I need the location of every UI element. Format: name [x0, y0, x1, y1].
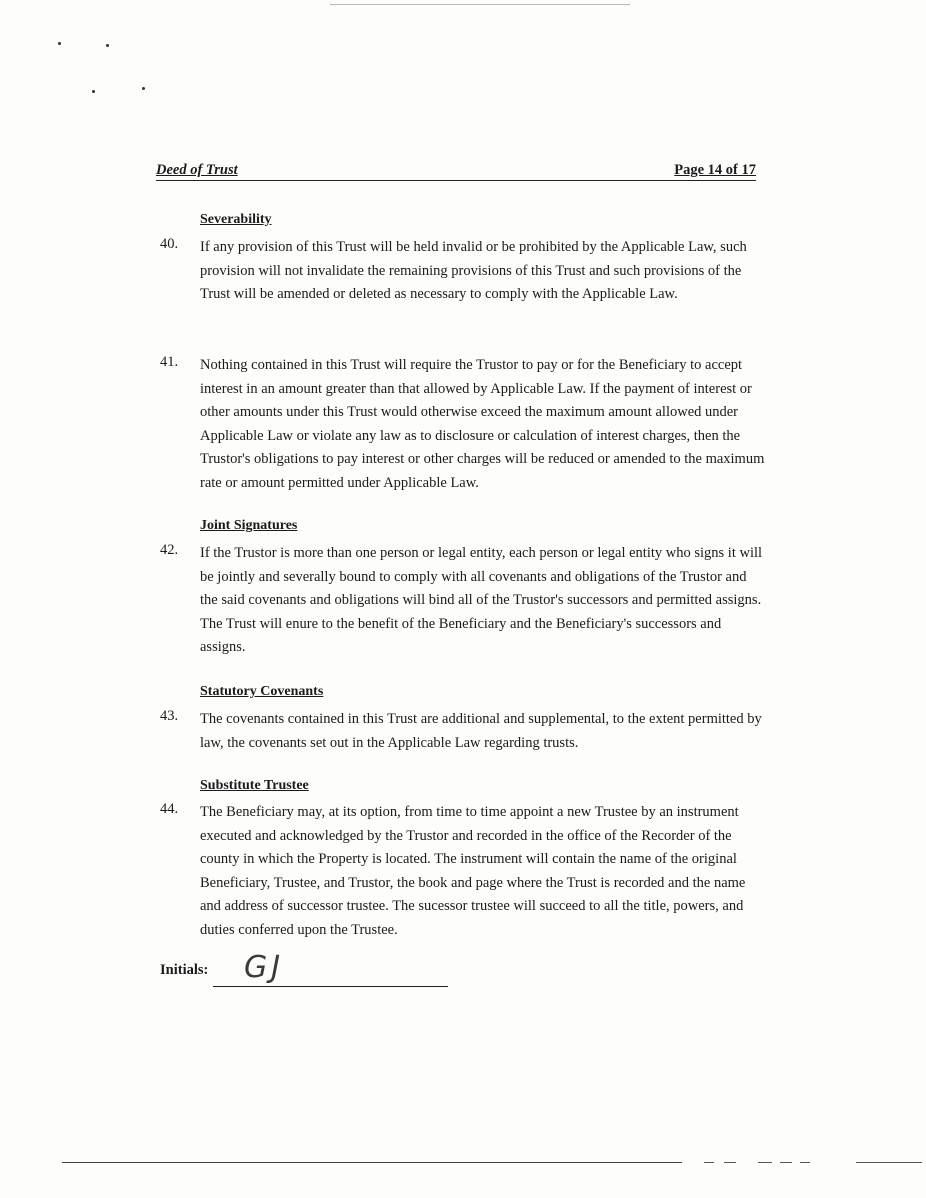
scan-speck [142, 87, 145, 90]
scan-speck [58, 42, 61, 45]
clause-text: Nothing contained in this Trust will require the Trustor to pay or for the Beneficiary to accept interest in an amount greater than that allowed by Applicable Law. If the payment of interest or other amounts under this Trust would otherwise exceed the maximum amount allowed under Applicable Law or violate any law as to disclosure or calculation of interest charges, then the Trustor's obligations to pay interest or other charges will be reduced or amended to the maximum rate or amount permitted under Applicable Law. [200, 357, 765, 491]
initials-handwriting: GJ [244, 950, 285, 985]
clause-text: The covenants contained in this Trust are additional and supplemental, to the extent permitted by law, the covenants set out in the Applicable Law regarding trusts. [200, 711, 762, 751]
scan-artifact-line [330, 4, 630, 5]
scan-artifact-line [62, 1162, 682, 1163]
scan-speck [92, 90, 95, 93]
page-header [156, 160, 756, 181]
section-heading-severability: Severability [200, 212, 272, 227]
scan-artifact-dash [856, 1162, 922, 1163]
initials-line [213, 986, 448, 987]
section-heading-substitute-trustee: Substitute Trustee [200, 778, 309, 793]
clause-number: 42. [160, 542, 179, 558]
scan-speck [106, 44, 109, 47]
page-number: Page 14 of 17 [674, 162, 756, 178]
scan-artifact-dash [704, 1162, 714, 1163]
clause-text: If the Trustor is more than one person or legal entity, each person or legal entity who signs it will be jointly and severally bound to comply with all covenants and obligations of the Trustor and the said covenants and obligations will bind all of the Trustor's successors and permitted assigns. The Trust will enure to the benefit of the Beneficiary and the Beneficiary's successors and assigns. [200, 545, 763, 655]
clause-text: The Beneficiary may, at its option, from time to time appoint a new Trustee by an instrument executed and acknowledged by the Trustor and recorded in the office of the Recorder of the county in which the Property is located. The instrument will contain the name of the original Beneficiary, Trustee, and Trustor, the book and page where the Trust is recorded and the name and address of successor trustee. The sucessor trustee will succeed to all the title, powers, and duties conferred upon the Trustee. [200, 804, 746, 938]
scan-artifact-dash [800, 1162, 810, 1163]
clause-number: 41. [160, 354, 179, 370]
scan-artifact-dash [724, 1162, 736, 1163]
clause-number: 43. [160, 708, 179, 724]
clause-text: If any provision of this Trust will be held invalid or be prohibited by the Applicable Law, such provision will not invalidate the remaining provisions of this Trust and such provisions of the Trust will be amended or deleted as necessary to comply with the Applicable Law. [200, 239, 747, 302]
clause-number: 40. [160, 236, 179, 252]
section-heading-joint-signatures: Joint Signatures [200, 518, 298, 533]
section-heading-statutory-covenants: Statutory Covenants [200, 684, 324, 699]
clause-number: 44. [160, 801, 179, 817]
scan-artifact-dash [758, 1162, 772, 1163]
scan-artifact-dash [780, 1162, 792, 1163]
initials-label: Initials: [160, 962, 209, 978]
document-title: Deed of Trust [156, 162, 238, 178]
